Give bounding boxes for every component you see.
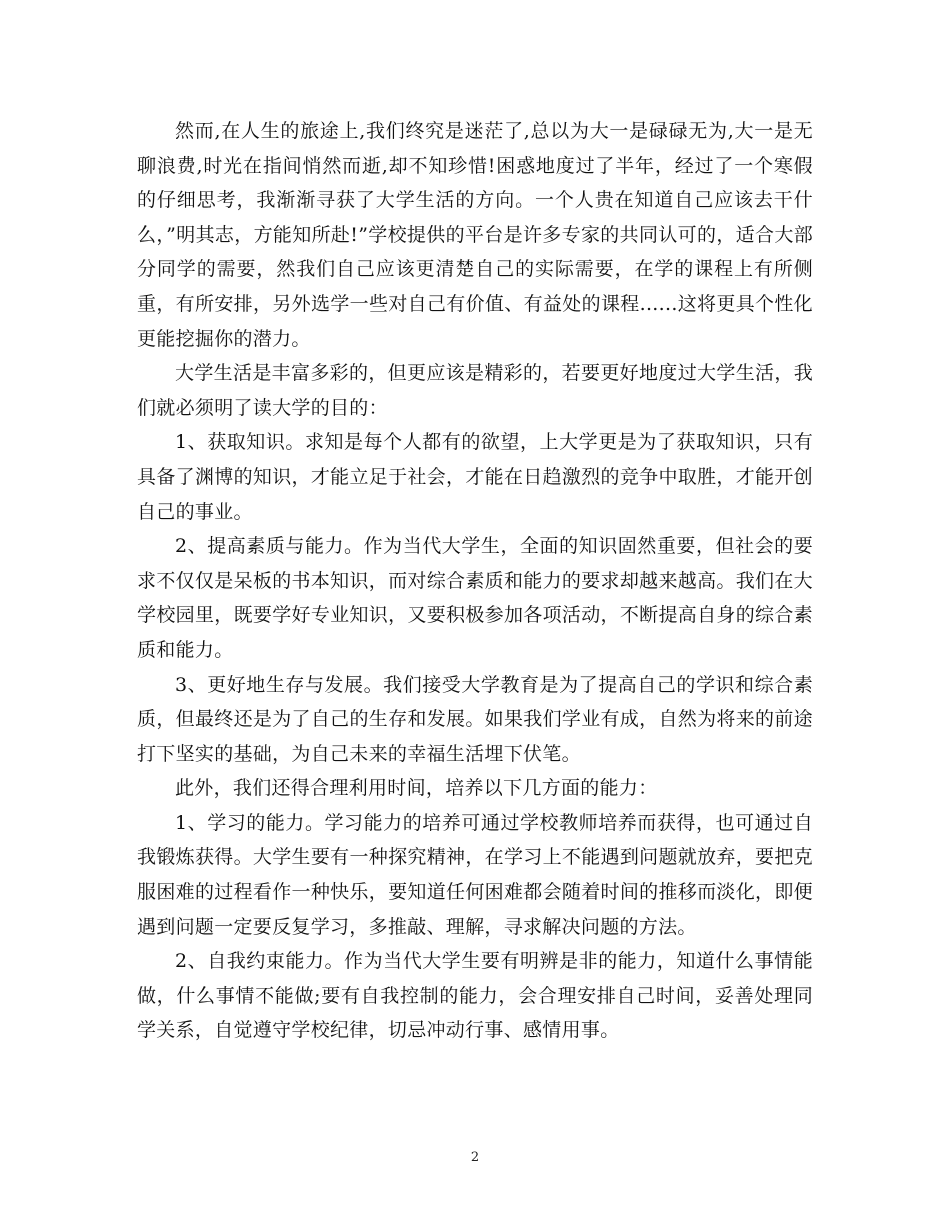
page-number: 2 — [470, 1150, 480, 1165]
paragraph-7: 1、学习的能力。学习能力的培养可通过学校教师培养而获得，也可通过自我锻炼获得。大学生要有一种探究精神，在学习上不能遇到问题就放弃，要把克服困难的过程看作一种快乐，要知道任何困难都会随着时间的推移而淡化，即便遇到问题一定要反复学习，多推敲、理解，寻求解决问题的方法。 — [137, 811, 813, 938]
paragraph-8: 2、自我约束能力。作为当代大学生要有明辨是非的能力，知道什么事情能做，什么事情不能做;要有自我控制的能力，会合理安排自己时间，妥善处理同学关系，自觉遵守学校纪律，切忌冲动行事、感情用事。 — [137, 950, 813, 1042]
paragraph-3: 1、获取知识。求知是每个人都有的欲望，上大学更是为了获取知识，只有具备了渊博的知识，才能立足于社会，才能在日趋激烈的竞争中取胜，才能开创自己的事业。 — [137, 431, 813, 523]
paragraph-1: 然而,在人生的旅途上,我们终究是迷茫了,总以为大一是碌碌无为,大一是无聊浪费,时光在指间悄然而逝,却不知珍惜!困惑地度过了半年，经过了一个寒假的仔细思考，我渐渐寻获了大学生活的方向。一个人贵在知道自己应该去干什么，”明其志，方能知所赴!”学校提供的平台是许多专家的共同认可的，适合大部分同学的需要，然我们自己应该更清楚自己的实际需要，在学的课程上有所侧重，有所安排，另外选学一些对自己有价值、有益处的课程......这将更具个性化更能挖掘你的潜力。 — [137, 120, 813, 350]
paragraph-5: 3、更好地生存与发展。我们接受大学教育是为了提高自己的学识和综合素质，但最终还是为了自己的生存和发展。如果我们学业有成，自然为将来的前途打下坚实的基础，为自己未来的幸福生活埋下伏笔。 — [137, 673, 813, 765]
paragraph-6: 此外，我们还得合理利用时间，培养以下几方面的能力： — [175, 777, 658, 800]
paragraph-4: 2、提高素质与能力。作为当代大学生，全面的知识固然重要，但社会的要求不仅仅是呆板的书本知识，而对综合素质和能力的要求却越来越高。我们在大学校园里，既要学好专业知识，又要积极参加各项活动，不断提高自身的综合素质和能力。 — [137, 535, 813, 661]
paragraph-2: 大学生活是丰富多彩的，但更应该是精彩的，若要更好地度过大学生活，我们就必须明了读大学的目的： — [137, 362, 813, 419]
document-body — [137, 114, 813, 1048]
